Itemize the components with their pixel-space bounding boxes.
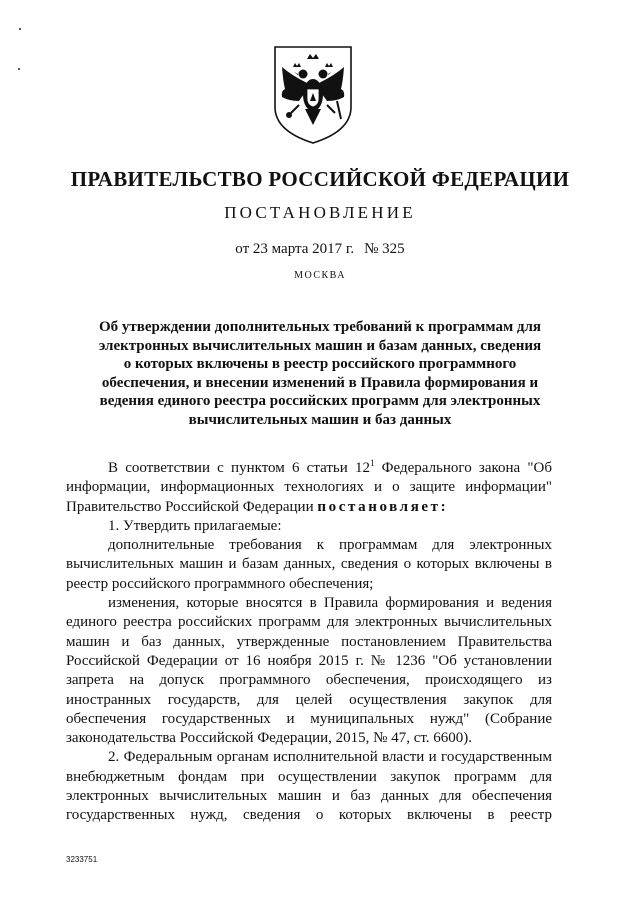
superscript: 1 bbox=[369, 458, 375, 468]
government-title: ПРАВИТЕЛЬСТВО РОССИЙСКОЙ ФЕДЕРАЦИИ bbox=[70, 167, 570, 191]
document-number: № 325 bbox=[364, 241, 405, 257]
paragraph: изменения, которые вносятся в Правила формирования и ведения единого реестра российских программ для электронных вычислительных машин и баз данных, утвержденные постановлением Правительства Российской Федерации от 16 ноября 2015 г. № 1236 "Об установлении запрета на допуск программного обеспечения, происходящего из иностранных государств, для целей осуществления закупок для обеспечения государственных и муниципальных нужд" (Собрание законодательства Российской Федерации, 2015, № 47, ст. 6600). bbox=[66, 595, 552, 747]
document-date: от 23 марта 2017 г. bbox=[235, 241, 355, 257]
paragraph-text: В соответствии с пунктом 6 статьи 12 bbox=[108, 460, 370, 476]
document-type: ПОСТАНОВЛЕНИЕ bbox=[224, 203, 416, 222]
document-body bbox=[66, 459, 552, 826]
scan-speck bbox=[19, 28, 21, 30]
paragraph-text: Федерального закона "Об информации, информационных технологиях и о защите информации" Правительство Российской Федерации bbox=[66, 460, 552, 515]
document-city: МОСКВА bbox=[294, 270, 346, 281]
paragraph: 1. Утвердить прилагаемые: bbox=[108, 517, 282, 534]
document-code: 3233751 bbox=[66, 855, 98, 864]
decree-keyword: постановляет: bbox=[317, 498, 449, 515]
scan-speck bbox=[18, 68, 20, 70]
paragraph: дополнительные требования к программам для электронных вычислительных машин и базам данных, сведения о которых включены в реестр российского программного обеспечения; bbox=[66, 537, 552, 592]
paragraph bbox=[66, 459, 552, 517]
paragraph: 2. Федеральным органам исполнительной власти и государственным внебюджетным фондам при осуществлении закупок программ для электронных вычислительных машин и баз данных для обеспечения государственных нужд, сведения о которых включены в реестр bbox=[66, 749, 552, 824]
document-date-line bbox=[0, 241, 640, 258]
document-heading: Об утверждении дополнительных требований к программам для электронных вычислительных машин и базам данных, сведения о которых включены в реестр российского программного обеспечения, и внесении изменений в Правила формирования и ведения единого реестра российских программ для электронных вычислительных машин и баз данных bbox=[98, 319, 542, 428]
coat-of-arms-emblem bbox=[269, 45, 357, 145]
